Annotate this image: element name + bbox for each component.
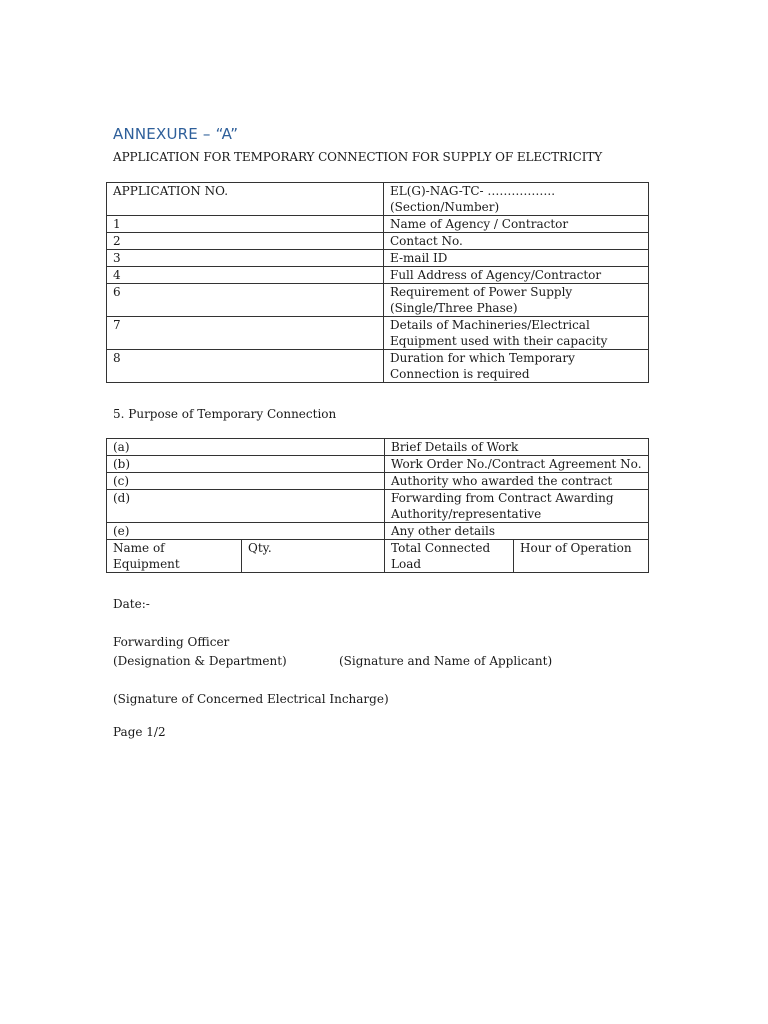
table-row — [107, 317, 649, 350]
row-label: Work Order No./Contract Agreement No. — [385, 456, 649, 473]
row-number: (a) — [107, 439, 385, 456]
row-label: E-mail ID — [384, 250, 649, 267]
annexure-heading: ANNEXURE – “A” — [113, 125, 239, 143]
row-label: Authority who awarded the contract — [385, 473, 649, 490]
table-row — [107, 250, 649, 267]
incharge-signature-label: (Signature of Concerned Electrical Incharge) — [113, 692, 389, 706]
row-label: Any other details — [385, 523, 649, 540]
row-label: Requirement of Power Supply (Single/Three Phase) — [384, 284, 649, 317]
table-row — [107, 267, 649, 284]
row-label: Details of Machineries/Electrical Equipment used with their capacity — [384, 317, 649, 350]
application-no-value: EL(G)-NAG-TC- …………….. — [390, 184, 556, 198]
row-number: (d) — [107, 490, 385, 523]
application-details-table — [106, 182, 649, 383]
application-title: APPLICATION FOR TEMPORARY CONNECTION FOR SUPPLY OF ELECTRICITY — [113, 150, 603, 164]
hours-of-operation-header: Hour of Operation — [514, 540, 649, 573]
page-number: Page 1/2 — [113, 725, 166, 739]
row-number: 6 — [107, 284, 384, 317]
row-number: 8 — [107, 350, 384, 383]
application-no-label: APPLICATION NO. — [107, 183, 384, 216]
row-number: (b) — [107, 456, 385, 473]
row-label: Full Address of Agency/Contractor — [384, 267, 649, 284]
row-number: 2 — [107, 233, 384, 250]
table-row — [107, 233, 649, 250]
row-label: Contact No. — [384, 233, 649, 250]
table-row — [107, 350, 649, 383]
row-number: 4 — [107, 267, 384, 284]
row-number: 7 — [107, 317, 384, 350]
equipment-qty-header: Qty. — [242, 540, 385, 573]
table-row — [107, 473, 649, 490]
purpose-table — [106, 438, 649, 573]
connected-load-header: Total Connected Load — [385, 540, 514, 573]
table-row — [107, 456, 649, 473]
equipment-header-row — [107, 540, 649, 573]
row-number: (c) — [107, 473, 385, 490]
table-row — [107, 183, 649, 216]
table-row — [107, 523, 649, 540]
equipment-name-header: Name of Equipment — [107, 540, 242, 573]
date-label: Date:- — [113, 597, 150, 611]
table-row — [107, 490, 649, 523]
row-label: Name of Agency / Contractor — [384, 216, 649, 233]
row-number: 3 — [107, 250, 384, 267]
row-label: Forwarding from Contract Awarding Authority/representative — [385, 490, 649, 523]
row-number: 1 — [107, 216, 384, 233]
row-label: Brief Details of Work — [385, 439, 649, 456]
table-row — [107, 284, 649, 317]
table-row — [107, 439, 649, 456]
table-row — [107, 216, 649, 233]
row-number: (e) — [107, 523, 385, 540]
designation-label: (Designation & Department) — [113, 654, 287, 668]
application-no-cell — [384, 183, 649, 216]
applicant-signature-label: (Signature and Name of Applicant) — [339, 654, 553, 668]
application-no-note: (Section/Number) — [390, 200, 500, 214]
section-title: 5. Purpose of Temporary Connection — [113, 407, 337, 421]
row-label: Duration for which Temporary Connection is required — [384, 350, 649, 383]
forwarding-officer-label: Forwarding Officer — [113, 635, 230, 649]
